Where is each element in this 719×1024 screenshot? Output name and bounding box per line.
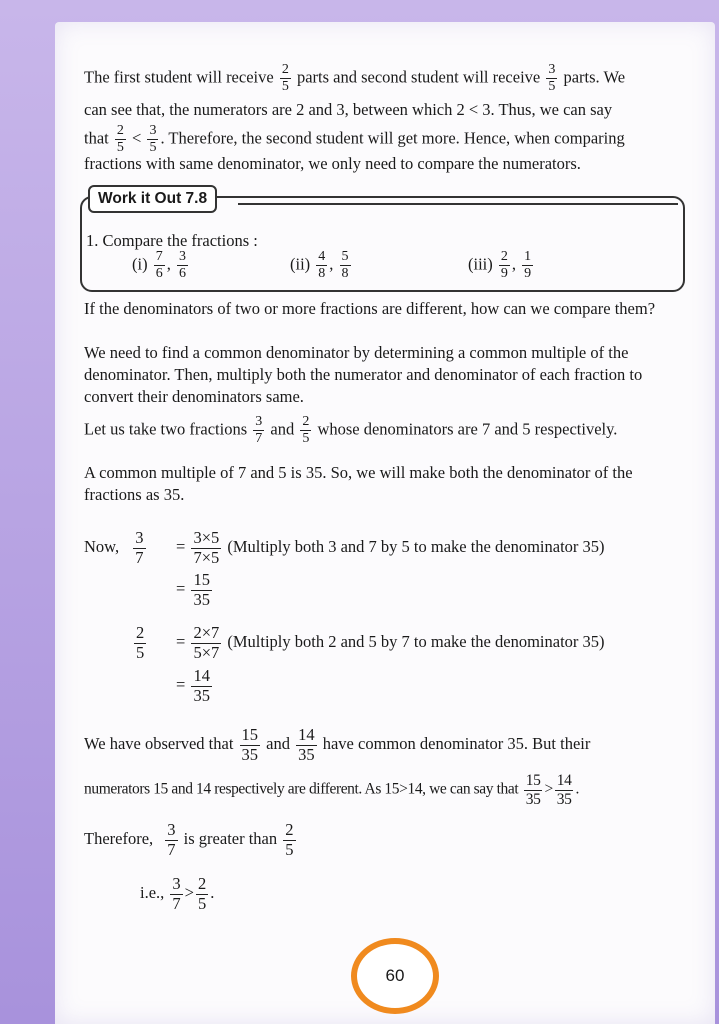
work-item-3: (iii) $\frac{2}{9}$ , $\frac{1}{9}$ xyxy=(468,249,532,281)
intro-line-4: fractions with same denominator, we only need to compare the numerators. xyxy=(84,154,581,173)
fraction: $\frac{1}{9}$ xyxy=(524,249,532,281)
calc-step-4: = $\frac{14}{35}$ xyxy=(176,666,210,705)
calc-step-2: = $\frac{15}{35}$ xyxy=(176,570,210,609)
work-question: 1. Compare the fractions : xyxy=(86,231,258,250)
fraction: $\frac{15}{35}$ xyxy=(525,772,541,808)
intro-line-1: The first student will receive $\frac{2}{5}$ parts and second student will receive $\frac{3}{5}$ parts. We xyxy=(84,62,626,94)
fraction: $\frac{14}{35}$ xyxy=(556,772,572,808)
fraction: $\frac{3}{7}$ xyxy=(167,820,176,859)
calc-b xyxy=(132,625,148,661)
fraction: $\frac{2\times 7}{5\times 7}$ xyxy=(193,623,220,662)
fraction: $\frac{3}{7}$ xyxy=(135,528,144,567)
calc-step-3: = $\frac{2\times 7}{5\times 7}$ (Multiply both 2 and 5 by 7 to make the denominator 35) xyxy=(176,623,605,662)
fraction: $\frac{14}{35}$ xyxy=(298,725,315,764)
work-it-out-label: Work it Out 7.8 xyxy=(88,185,217,213)
fraction: $\frac{2}{5}$ xyxy=(116,123,124,155)
fraction: $\frac{15}{35}$ xyxy=(241,725,259,764)
paragraph-2: We need to find a common denominator by determining a common multiple of the denominator. Then, multiply both the numerator and denominator of each fraction to convert their denominators same. xyxy=(84,343,643,406)
fraction: $\frac{2}{5}$ xyxy=(285,820,294,859)
fraction: $\frac{14}{35}$ xyxy=(193,666,210,705)
fraction: $\frac{3}{7}$ xyxy=(172,874,181,913)
fraction: $\frac{2}{5}$ xyxy=(302,414,310,446)
fraction: $\frac{2}{5}$ xyxy=(197,874,207,913)
intro-line-3: that $\frac{2}{5}$ < $\frac{3}{5}$ . Therefore, the second student will get more. Hence, when comparing xyxy=(84,123,625,155)
fraction: $\frac{7}{6}$ xyxy=(155,249,163,281)
paragraph-3: Let us take two fractions $\frac{3}{7}$ and $\frac{2}{5}$ whose denominators are 7 and 5 respectively. xyxy=(84,414,618,446)
work-item-2: (ii) $\frac{4}{8}$ , $\frac{5}{8}$ xyxy=(290,249,349,281)
conclusion-line-2: numerators 15 and 14 respectively are different. As 15>14, we can say that $\frac{15}{35}$ > $\frac{14}{35}$ . xyxy=(84,772,579,808)
fraction: $\frac{3}{6}$ xyxy=(178,249,186,281)
paragraph-1: If the denominators of two or more fractions are different, how can we compare them? xyxy=(84,299,656,318)
fraction: $\frac{15}{35}$ xyxy=(193,570,210,609)
conclusion-ie: i.e., $\frac{3}{7}$ > $\frac{2}{5}$ . xyxy=(140,874,215,913)
fraction: $\frac{2}{5}$ xyxy=(281,62,289,94)
fraction: $\frac{2}{9}$ xyxy=(500,249,508,281)
divider xyxy=(238,203,678,205)
calc-step-1: = $\frac{3\times 5}{7\times 5}$ (Multiply both 3 and 7 by 5 to make the denominator 35) xyxy=(176,528,605,567)
conclusion-line-1: We have observed that $\frac{15}{35}$ and $\frac{14}{35}$ have common denominator 35. But their xyxy=(84,725,591,764)
fraction: $\frac{3\times 5}{7\times 5}$ xyxy=(193,528,220,567)
fraction: $\frac{4}{8}$ xyxy=(318,249,326,281)
fraction: $\frac{3}{5}$ xyxy=(548,62,556,94)
fraction: $\frac{3}{7}$ xyxy=(255,414,263,446)
fraction: $\frac{5}{8}$ xyxy=(341,249,349,281)
work-item-1: (i) $\frac{7}{6}$ , $\frac{3}{6}$ xyxy=(132,249,186,281)
fraction: $\frac{2}{5}$ xyxy=(136,623,145,662)
fraction: $\frac{3}{5}$ xyxy=(149,123,157,155)
page-number: 60 xyxy=(351,938,439,1014)
conclusion-line-3: Therefore, $\frac{3}{7}$ is greater than $\frac{2}{5}$ xyxy=(84,820,294,859)
paragraph-4: A common multiple of 7 and 5 is 35. So, we will make both the denominator of the fractions as 35. xyxy=(84,463,633,504)
calc-now: Now, $\frac{3}{7}$ xyxy=(84,528,144,567)
intro-line-2: can see that, the numerators are 2 and 3, between which 2 < 3. Thus, we can say xyxy=(84,100,613,119)
